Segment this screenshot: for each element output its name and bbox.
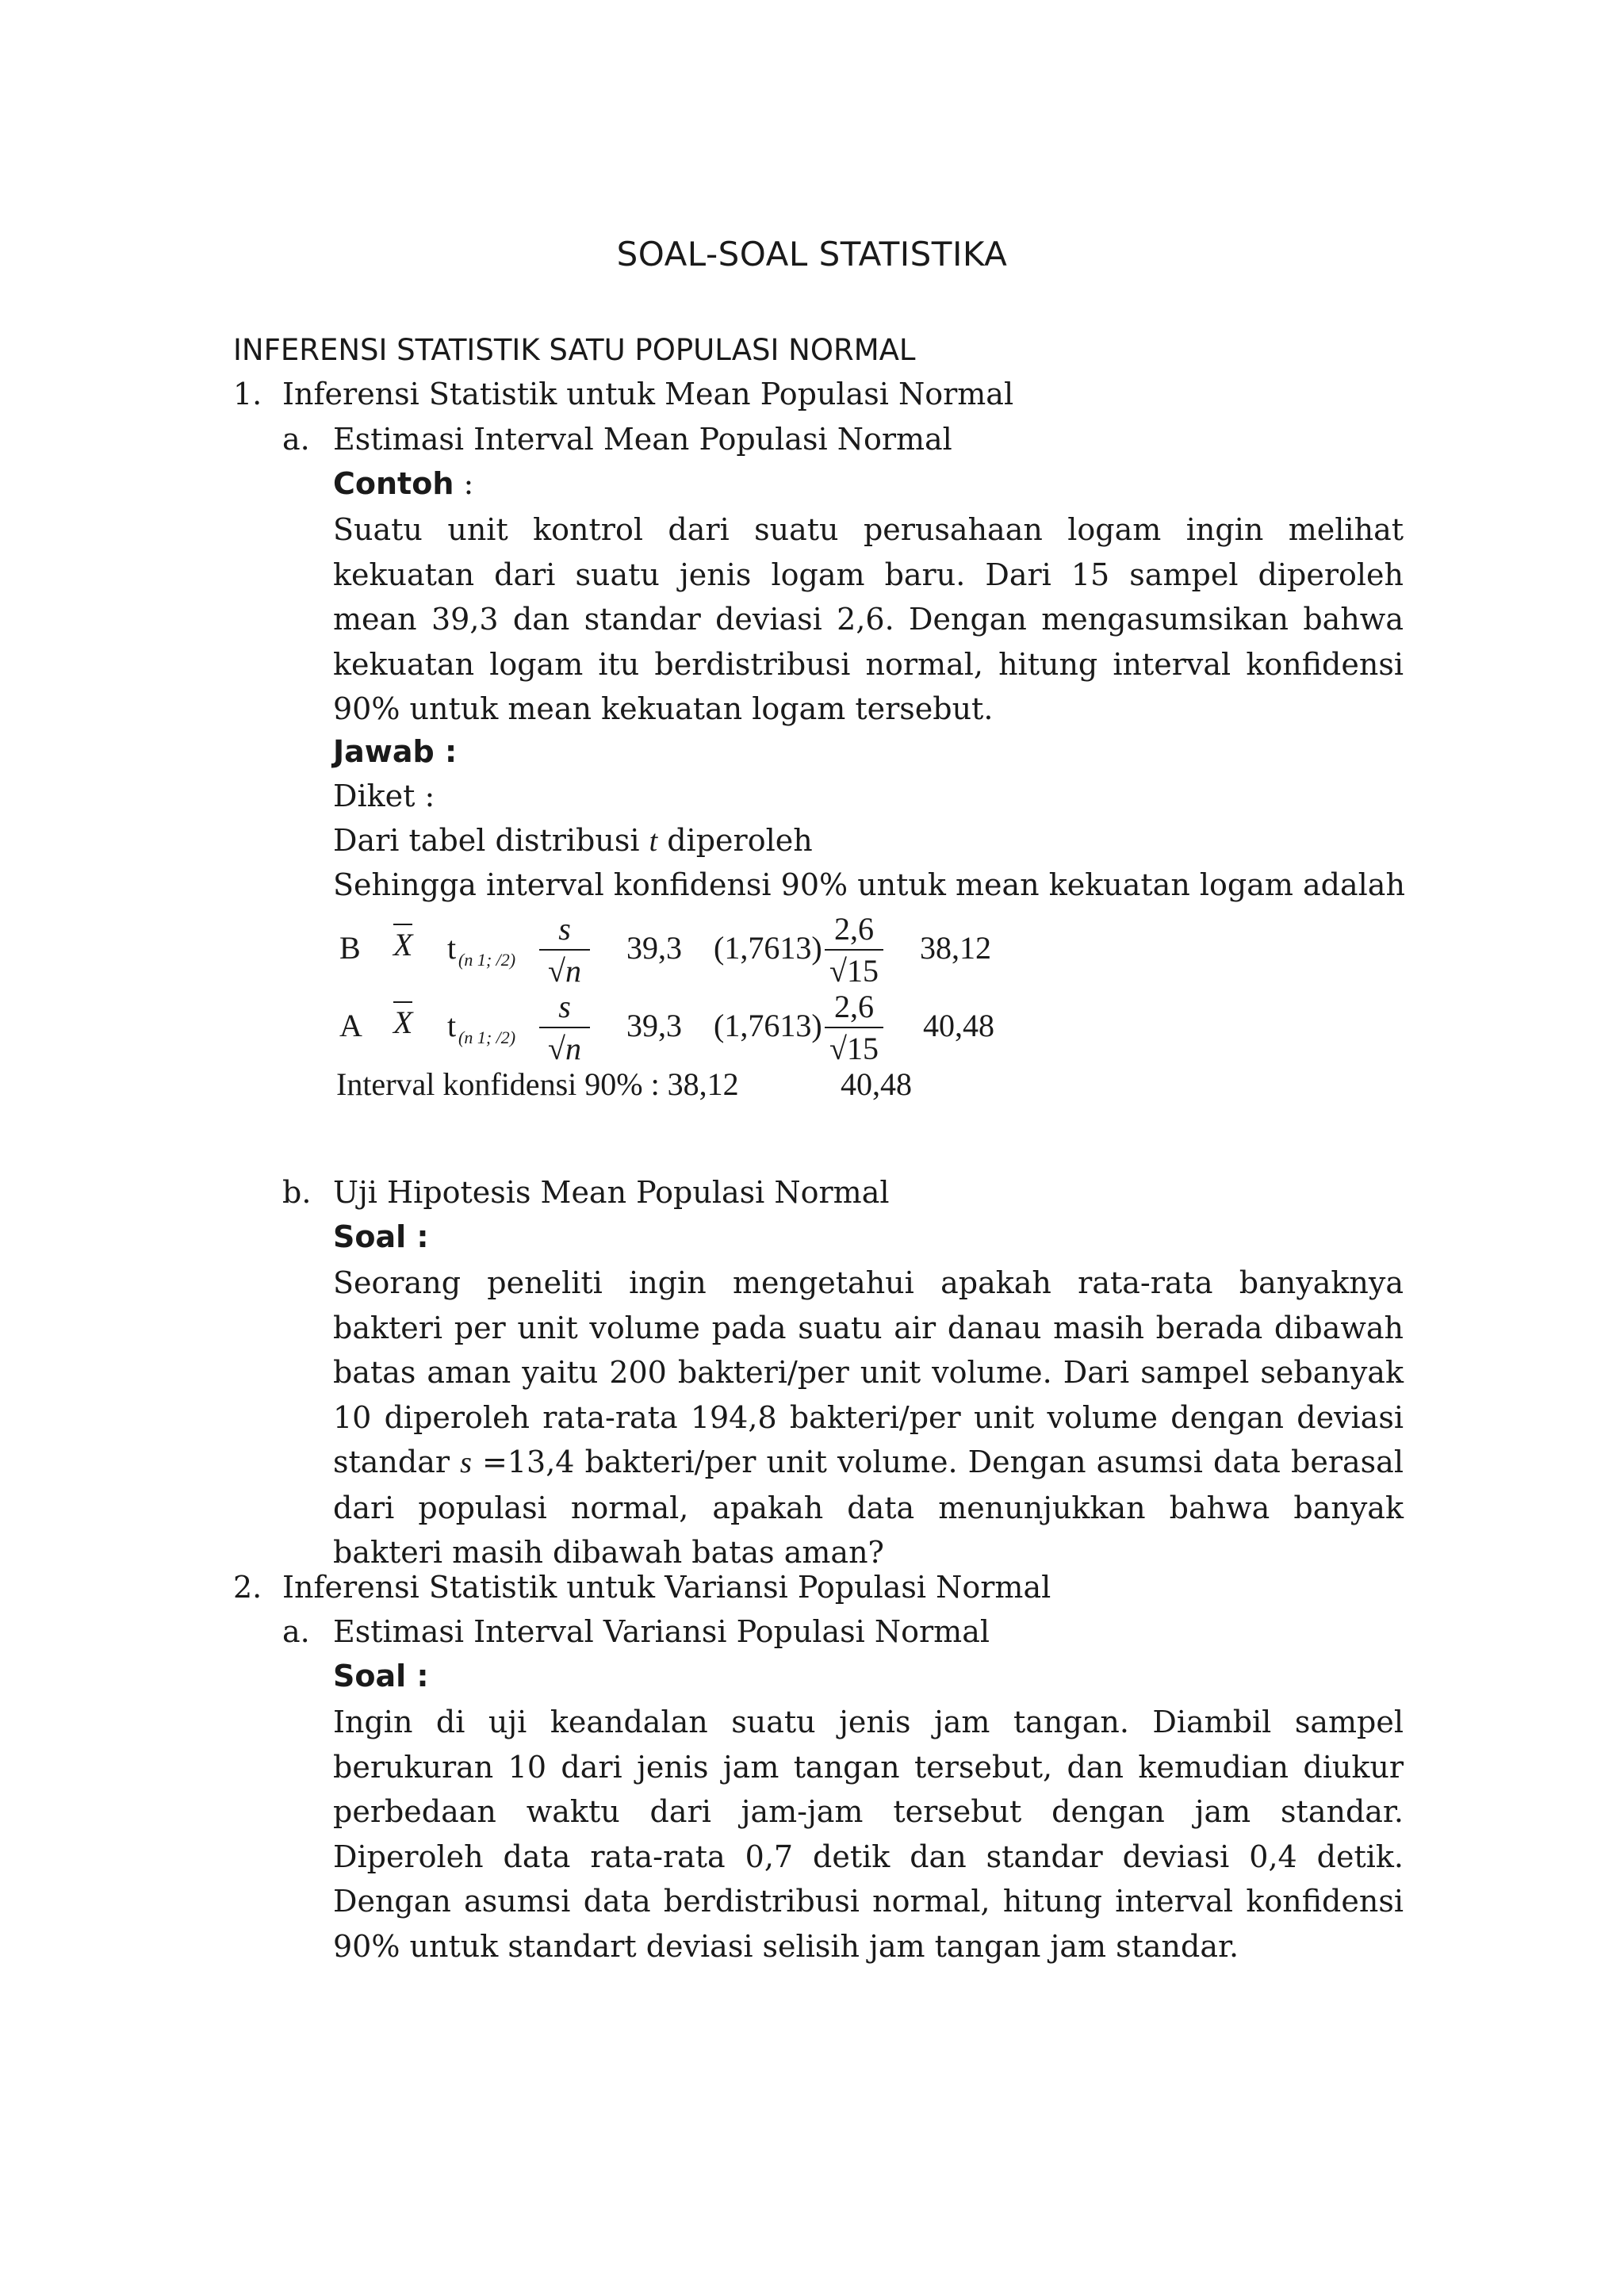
- soal-1b-label: Soal :: [333, 1219, 429, 1254]
- soal-2a-label: Soal :: [333, 1659, 429, 1693]
- soal-1b-s: s: [460, 1446, 472, 1479]
- formula-b-frac-num: 2,6: [834, 911, 874, 947]
- formula-a-t-sub: (n 1; /2): [458, 1027, 516, 1047]
- formula-a-t: t: [447, 1008, 457, 1043]
- soal-1b-text-1: Seorang peneliti ingin mengetahui apakah rata-rata banyaknya bakteri per unit volume pada suatu air danau masih berada dibawah batas aman yaitu 200 bakteri/per unit volume. Dari sampel sebanyak 10 diperoleh rata-rata 194,8 bakteri/per unit volume dengan deviasi standar: [333, 1265, 1404, 1479]
- formula-b-coef: (1,7613): [714, 930, 822, 966]
- formula-a-result: 40,48: [923, 1008, 994, 1043]
- formula-a-fraction: [825, 988, 883, 1067]
- formula-b-fraction: [825, 910, 883, 989]
- interval-upper: 40,48: [841, 1066, 912, 1102]
- diket-label: Diket :: [333, 779, 435, 813]
- formula-a-frac-den: √15: [829, 1031, 879, 1066]
- formula-b-val1: 39,3: [626, 930, 682, 966]
- formula-b-t-sub: (n 1; /2): [458, 950, 516, 970]
- formula-a-s-num: s: [558, 989, 571, 1024]
- formula-a-frac-bar-1: [539, 1027, 590, 1028]
- formula-b-s-num: s: [558, 911, 571, 947]
- tabel-post: diperoleh: [657, 823, 813, 858]
- interval-label: Interval konfidensi 90% : 38,12: [336, 1066, 739, 1102]
- item-1b-label: Uji Hipotesis Mean Populasi Normal: [333, 1175, 890, 1210]
- formula-a-s-over-root-n: [539, 988, 590, 1067]
- soal-1b-text-2: =13,4 bakteri/per unit volume. Dengan asumsi data berasal dari populasi normal, apakah data menunjukkan bahwa banyak bakteri masih dibawah batas aman?: [333, 1445, 1404, 1570]
- item-2-number: 2.: [233, 1570, 262, 1605]
- section-heading: INFERENSI STATISTIK SATU POPULASI NORMAL: [233, 333, 916, 367]
- formula-b-s-den: √n: [548, 953, 581, 989]
- tabel-t: t: [649, 825, 658, 858]
- formula-a-xbar: X: [393, 1007, 412, 1039]
- contoh-label: Contoh: [333, 466, 454, 501]
- item-2a-label: Estimasi Interval Variansi Populasi Normal: [333, 1614, 990, 1649]
- item-2a-letter: a.: [282, 1614, 310, 1649]
- contoh-colon: :: [454, 466, 474, 501]
- item-1-label: Inferensi Statistik untuk Mean Populasi Normal: [282, 377, 1014, 411]
- formula-b-frac-bar-1: [539, 949, 590, 951]
- item-2-label: Inferensi Statistik untuk Variansi Populasi Normal: [282, 1570, 1051, 1605]
- formula-b-frac-bar-2: [825, 949, 883, 951]
- tabel-line: [333, 821, 813, 860]
- formula-a-lhs: A: [339, 1008, 362, 1043]
- soal-1b-paragraph: [333, 1261, 1404, 1575]
- formula-a-val1: 39,3: [626, 1008, 682, 1043]
- sehingga-line: Sehingga interval konfidensi 90% untuk mean kekuatan logam adalah: [333, 867, 1405, 902]
- item-1a-letter: a.: [282, 422, 310, 457]
- formula-b-result: 38,12: [920, 930, 991, 966]
- page-title: SOAL-SOAL STATISTIKA: [616, 235, 1008, 274]
- tabel-pre: Dari tabel distribusi: [333, 823, 649, 858]
- formula-a-s-den: √n: [548, 1031, 581, 1066]
- contoh-paragraph: Suatu unit kontrol dari suatu perusahaan logam ingin melihat kekuatan dari suatu jenis logam baru. Dari 15 sampel diperoleh mean 39,3 dan standar deviasi 2,6. Dengan mengasumsikan bahwa kekuatan logam itu berdistribusi normal, hitung interval konfidensi 90% untuk mean kekuatan logam tersebut.: [333, 512, 1404, 726]
- soal-2a-paragraph: Ingin di uji keandalan suatu jenis jam tangan. Diambil sampel berukuran 10 dari jenis jam tangan tersebut, dan kemudian diukur perbedaan waktu dari jam-jam tersebut dengan jam standar. Diperoleh data rata-rata 0,7 detik dan standar deviasi 0,4 detik. Dengan asumsi data berdistribusi normal, hitung interval konfidensi 90% untuk standart deviasi selisih jam tangan jam standar.: [333, 1705, 1404, 1964]
- item-1a-label: Estimasi Interval Mean Populasi Normal: [333, 422, 952, 457]
- formula-b-s-over-root-n: [539, 910, 590, 989]
- item-1b-letter: b.: [282, 1175, 312, 1210]
- formula-b-lhs: B: [339, 930, 361, 966]
- formula-b-frac-den: √15: [829, 953, 879, 989]
- item-1-number: 1.: [233, 377, 262, 411]
- contoh-heading: [333, 465, 473, 503]
- formula-a-coef: (1,7613): [714, 1008, 822, 1043]
- jawab-label: Jawab :: [333, 734, 458, 769]
- formula-a-frac-bar-2: [825, 1027, 883, 1028]
- formula-b-t: t: [447, 930, 457, 966]
- formula-b-xbar: X: [393, 929, 412, 961]
- formula-a-frac-num: 2,6: [834, 989, 874, 1024]
